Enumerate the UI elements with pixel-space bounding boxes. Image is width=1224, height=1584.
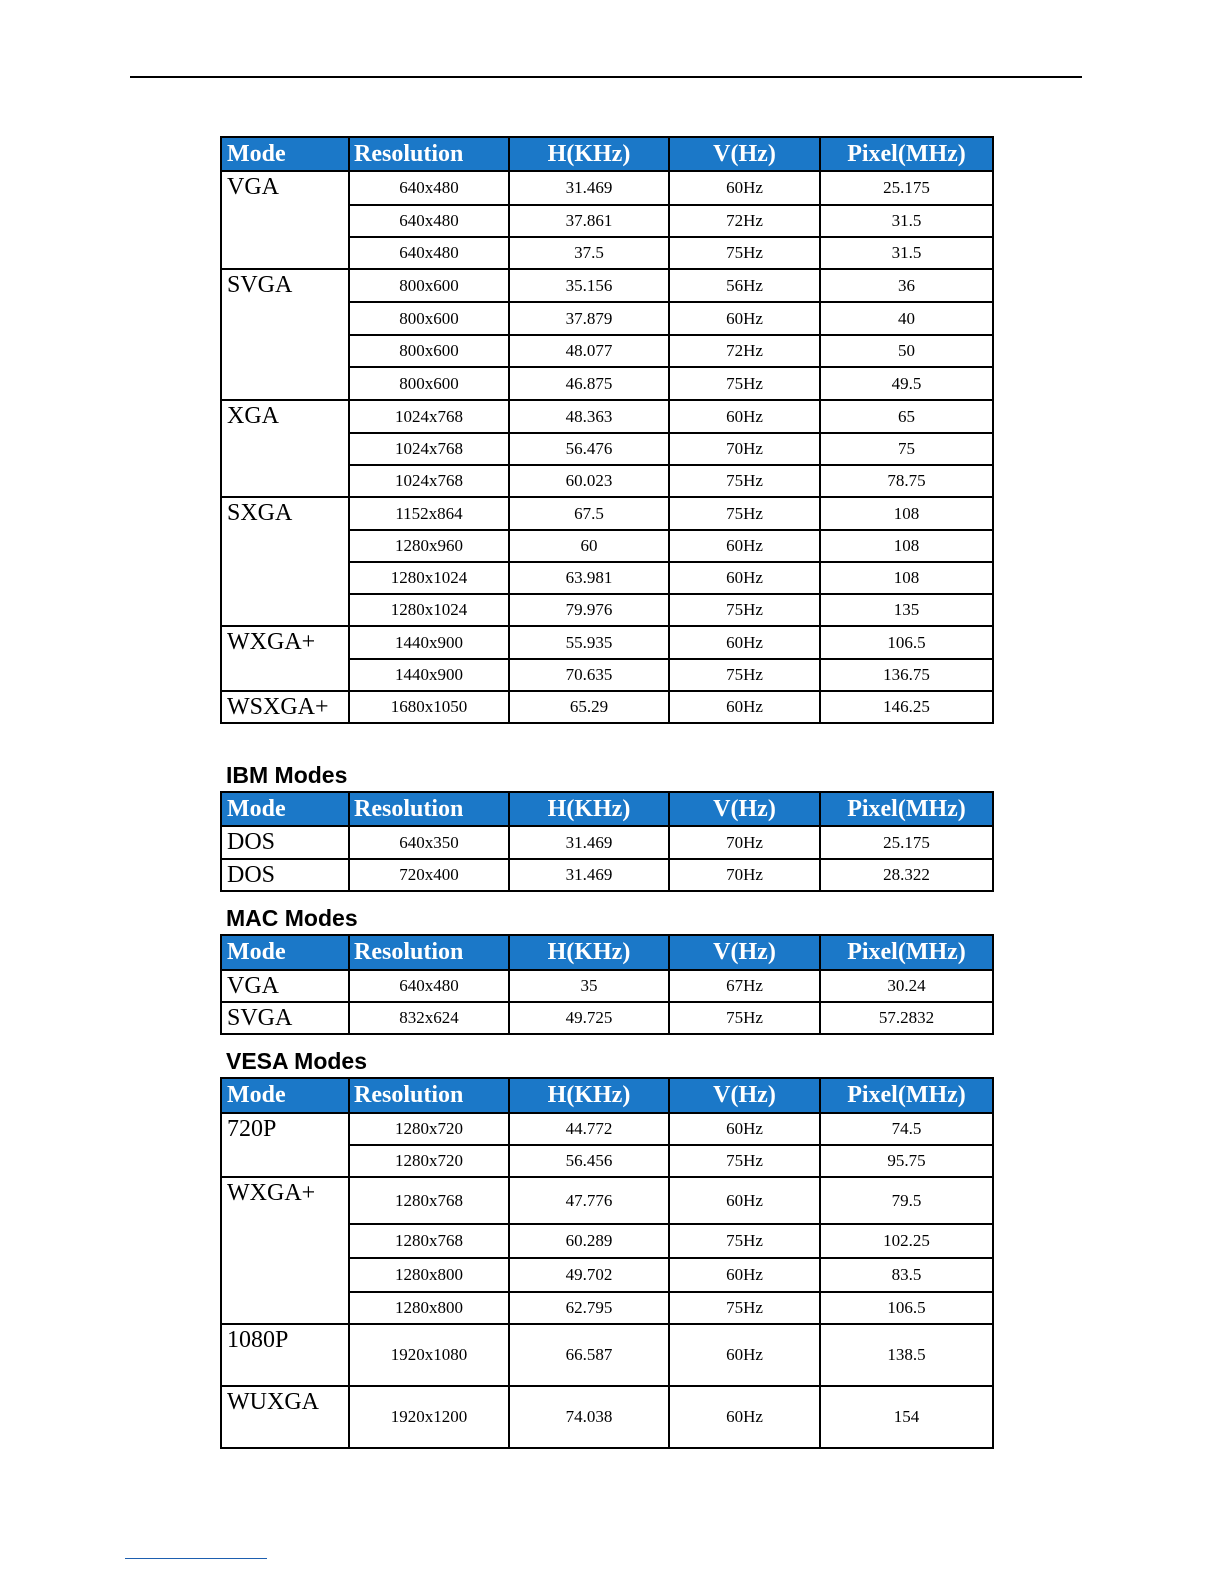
column-header-pixel-mhz: Pixel(MHz): [820, 792, 993, 826]
resolution-cell: 1280x1024: [349, 594, 509, 626]
column-header-pixel-mhz: Pixel(MHz): [820, 137, 993, 171]
v-hz-cell: 60Hz: [669, 1324, 820, 1386]
pixel-mhz-cell: 30.24: [820, 970, 993, 1002]
resolution-cell: 1920x1080: [349, 1324, 509, 1386]
mode-cell: VGA: [221, 171, 349, 269]
pixel-mhz-cell: 135: [820, 594, 993, 626]
pixel-mhz-cell: 57.2832: [820, 1002, 993, 1034]
resolution-cell: 800x600: [349, 367, 509, 400]
h-khz-cell: 60.289: [509, 1224, 669, 1258]
mode-cell: SXGA: [221, 497, 349, 626]
resolution-cell: 720x400: [349, 859, 509, 891]
pixel-mhz-cell: 83.5: [820, 1258, 993, 1292]
mode-cell: XGA: [221, 400, 349, 497]
h-khz-cell: 48.077: [509, 335, 669, 367]
h-khz-cell: 47.776: [509, 1177, 669, 1224]
pixel-mhz-cell: 31.5: [820, 205, 993, 237]
pixel-mhz-cell: 31.5: [820, 237, 993, 269]
h-khz-cell: 70.635: [509, 659, 669, 691]
table-row: [221, 826, 993, 859]
v-hz-cell: 60Hz: [669, 171, 820, 205]
resolution-cell: 640x480: [349, 171, 509, 205]
h-khz-cell: 31.469: [509, 171, 669, 205]
resolution-cell: 1280x1024: [349, 562, 509, 594]
pixel-mhz-cell: 79.5: [820, 1177, 993, 1224]
h-khz-cell: 49.725: [509, 1002, 669, 1034]
resolution-cell: 1280x720: [349, 1113, 509, 1145]
resolution-cell: 1024x768: [349, 400, 509, 433]
column-header-h-khz: H(KHz): [509, 137, 669, 171]
mac-modes-title: MAC Modes: [226, 905, 358, 931]
column-header-h-khz: H(KHz): [509, 935, 669, 970]
pixel-mhz-cell: 40: [820, 302, 993, 335]
header-row: [221, 1078, 993, 1113]
v-hz-cell: 67Hz: [669, 970, 820, 1002]
column-header-mode: Mode: [221, 137, 349, 171]
resolution-cell: 1440x900: [349, 626, 509, 659]
table-row: [221, 970, 993, 1002]
h-khz-cell: 37.861: [509, 205, 669, 237]
column-header-v-hz: V(Hz): [669, 792, 820, 826]
mode-cell: 1080P: [221, 1324, 349, 1386]
mode-cell: DOS: [221, 826, 349, 859]
table-row: [221, 859, 993, 891]
mode-cell: SVGA: [221, 269, 349, 400]
column-header-resolution: Resolution: [349, 1078, 509, 1113]
mode-cell: 720P: [221, 1113, 349, 1177]
h-khz-cell: 35: [509, 970, 669, 1002]
h-khz-cell: 56.456: [509, 1145, 669, 1177]
v-hz-cell: 60Hz: [669, 1177, 820, 1224]
table-row: [221, 400, 993, 433]
resolution-cell: 1920x1200: [349, 1386, 509, 1448]
header-rule: [130, 76, 1082, 78]
resolution-cell: 1152x864: [349, 497, 509, 530]
v-hz-cell: 60Hz: [669, 530, 820, 562]
h-khz-cell: 37.879: [509, 302, 669, 335]
resolution-cell: 640x480: [349, 970, 509, 1002]
table-row: [221, 497, 993, 530]
column-header-mode: Mode: [221, 792, 349, 826]
h-khz-cell: 44.772: [509, 1113, 669, 1145]
ibm-modes-table: [220, 791, 994, 892]
column-header-v-hz: V(Hz): [669, 935, 820, 970]
pixel-mhz-cell: 25.175: [820, 171, 993, 205]
h-khz-cell: 74.038: [509, 1386, 669, 1448]
mode-cell: WXGA+: [221, 1177, 349, 1324]
v-hz-cell: 70Hz: [669, 433, 820, 465]
resolution-cell: 800x600: [349, 335, 509, 367]
h-khz-cell: 48.363: [509, 400, 669, 433]
mac-modes-table: [220, 934, 994, 1035]
table-row: [221, 1113, 993, 1145]
h-khz-cell: 31.469: [509, 826, 669, 859]
resolution-cell: 1280x768: [349, 1177, 509, 1224]
v-hz-cell: 72Hz: [669, 335, 820, 367]
footer-link-rule: [125, 1558, 267, 1559]
resolution-cell: 1280x800: [349, 1292, 509, 1324]
resolution-cell: 1680x1050: [349, 691, 509, 723]
column-header-mode: Mode: [221, 1078, 349, 1113]
resolution-cell: 1280x960: [349, 530, 509, 562]
pixel-mhz-cell: 146.25: [820, 691, 993, 723]
mode-cell: WSXGA+: [221, 691, 349, 723]
h-khz-cell: 63.981: [509, 562, 669, 594]
ibm-modes-title: IBM Modes: [226, 762, 348, 788]
h-khz-cell: 67.5: [509, 497, 669, 530]
v-hz-cell: 75Hz: [669, 1002, 820, 1034]
pixel-mhz-cell: 106.5: [820, 1292, 993, 1324]
resolution-cell: 1024x768: [349, 465, 509, 497]
column-header-pixel-mhz: Pixel(MHz): [820, 935, 993, 970]
v-hz-cell: 75Hz: [669, 237, 820, 269]
v-hz-cell: 75Hz: [669, 1292, 820, 1324]
v-hz-cell: 60Hz: [669, 302, 820, 335]
pixel-mhz-cell: 102.25: [820, 1224, 993, 1258]
v-hz-cell: 75Hz: [669, 465, 820, 497]
resolution-cell: 1024x768: [349, 433, 509, 465]
resolution-cell: 800x600: [349, 302, 509, 335]
v-hz-cell: 56Hz: [669, 269, 820, 302]
header-row: [221, 935, 993, 970]
column-header-mode: Mode: [221, 935, 349, 970]
v-hz-cell: 75Hz: [669, 1145, 820, 1177]
column-header-v-hz: V(Hz): [669, 137, 820, 171]
pixel-mhz-cell: 136.75: [820, 659, 993, 691]
mode-cell: WUXGA: [221, 1386, 349, 1448]
h-khz-cell: 60.023: [509, 465, 669, 497]
v-hz-cell: 75Hz: [669, 1224, 820, 1258]
v-hz-cell: 60Hz: [669, 1113, 820, 1145]
v-hz-cell: 60Hz: [669, 1386, 820, 1448]
h-khz-cell: 56.476: [509, 433, 669, 465]
pixel-mhz-cell: 154: [820, 1386, 993, 1448]
h-khz-cell: 35.156: [509, 269, 669, 302]
resolution-cell: 1280x800: [349, 1258, 509, 1292]
pixel-mhz-cell: 25.175: [820, 826, 993, 859]
resolution-cell: 800x600: [349, 269, 509, 302]
column-header-resolution: Resolution: [349, 137, 509, 171]
v-hz-cell: 70Hz: [669, 826, 820, 859]
table-row: [221, 1002, 993, 1034]
mode-cell: VGA: [221, 970, 349, 1002]
table-row: [221, 269, 993, 302]
pixel-mhz-cell: 108: [820, 497, 993, 530]
pixel-mhz-cell: 74.5: [820, 1113, 993, 1145]
header-row: [221, 792, 993, 826]
resolution-cell: 1280x720: [349, 1145, 509, 1177]
pixel-mhz-cell: 108: [820, 562, 993, 594]
v-hz-cell: 72Hz: [669, 205, 820, 237]
pixel-mhz-cell: 138.5: [820, 1324, 993, 1386]
pixel-mhz-cell: 78.75: [820, 465, 993, 497]
vesa-modes-title: VESA Modes: [226, 1048, 368, 1074]
vesa-modes-table: [220, 1077, 994, 1449]
h-khz-cell: 49.702: [509, 1258, 669, 1292]
table-row: [221, 171, 993, 205]
column-header-pixel-mhz: Pixel(MHz): [820, 1078, 993, 1113]
h-khz-cell: 55.935: [509, 626, 669, 659]
v-hz-cell: 60Hz: [669, 691, 820, 723]
v-hz-cell: 75Hz: [669, 594, 820, 626]
table-row: [221, 691, 993, 723]
h-khz-cell: 62.795: [509, 1292, 669, 1324]
resolution-cell: 832x624: [349, 1002, 509, 1034]
mode-cell: DOS: [221, 859, 349, 891]
h-khz-cell: 37.5: [509, 237, 669, 269]
v-hz-cell: 60Hz: [669, 400, 820, 433]
pixel-mhz-cell: 75: [820, 433, 993, 465]
resolution-cell: 1440x900: [349, 659, 509, 691]
v-hz-cell: 60Hz: [669, 626, 820, 659]
resolution-cell: 1280x768: [349, 1224, 509, 1258]
header-row: [221, 137, 993, 171]
table-row: [221, 1177, 993, 1224]
column-header-h-khz: H(KHz): [509, 792, 669, 826]
v-hz-cell: 75Hz: [669, 367, 820, 400]
mode-cell: SVGA: [221, 1002, 349, 1034]
v-hz-cell: 60Hz: [669, 562, 820, 594]
column-header-resolution: Resolution: [349, 792, 509, 826]
table-row: [221, 626, 993, 659]
h-khz-cell: 31.469: [509, 859, 669, 891]
table-row: [221, 1324, 993, 1386]
pixel-mhz-cell: 106.5: [820, 626, 993, 659]
resolution-cell: 640x350: [349, 826, 509, 859]
pixel-mhz-cell: 49.5: [820, 367, 993, 400]
column-header-resolution: Resolution: [349, 935, 509, 970]
h-khz-cell: 60: [509, 530, 669, 562]
pixel-mhz-cell: 50: [820, 335, 993, 367]
v-hz-cell: 70Hz: [669, 859, 820, 891]
pixel-mhz-cell: 28.322: [820, 859, 993, 891]
column-header-h-khz: H(KHz): [509, 1078, 669, 1113]
table-row: [221, 1386, 993, 1448]
h-khz-cell: 46.875: [509, 367, 669, 400]
mode-cell: WXGA+: [221, 626, 349, 691]
pixel-mhz-cell: 36: [820, 269, 993, 302]
main-modes-table: [220, 136, 994, 724]
column-header-v-hz: V(Hz): [669, 1078, 820, 1113]
h-khz-cell: 65.29: [509, 691, 669, 723]
v-hz-cell: 75Hz: [669, 497, 820, 530]
resolution-cell: 640x480: [349, 237, 509, 269]
h-khz-cell: 79.976: [509, 594, 669, 626]
pixel-mhz-cell: 108: [820, 530, 993, 562]
v-hz-cell: 75Hz: [669, 659, 820, 691]
pixel-mhz-cell: 95.75: [820, 1145, 993, 1177]
resolution-cell: 640x480: [349, 205, 509, 237]
v-hz-cell: 60Hz: [669, 1258, 820, 1292]
h-khz-cell: 66.587: [509, 1324, 669, 1386]
pixel-mhz-cell: 65: [820, 400, 993, 433]
